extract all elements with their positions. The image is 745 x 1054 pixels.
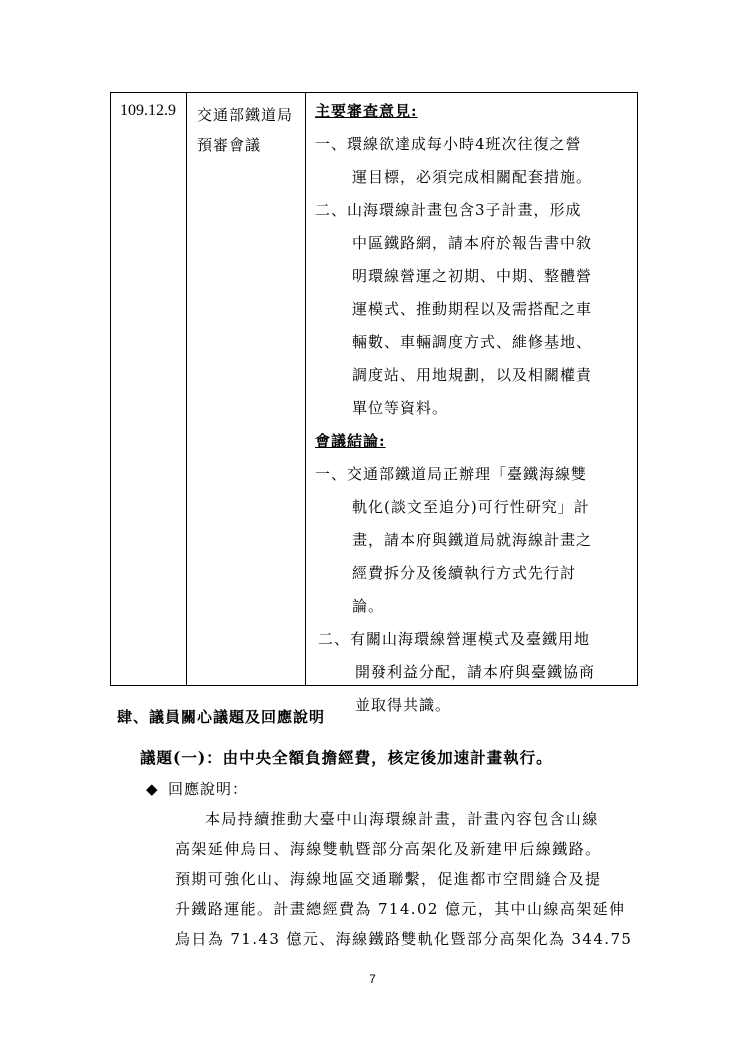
table-divider-1 <box>186 92 187 686</box>
table-border-left <box>110 92 111 686</box>
table-border-bottom <box>110 685 638 686</box>
org-line: 預審會議 <box>197 136 262 154</box>
conclusion-line: 經費拆分及後續執行方式先行討 <box>352 564 577 582</box>
conclusion-line: 並取得共識。 <box>355 696 452 714</box>
conclusion-line: 開發利益分配，請本府與臺鐵協商 <box>355 663 596 681</box>
table-border-right <box>637 92 638 686</box>
review-line: 運目標，必須完成相關配套措施。 <box>352 168 593 186</box>
review-line: 輛數、車輛調度方式、維修基地、 <box>352 333 593 351</box>
conclusion-line: 論。 <box>352 597 385 615</box>
paragraph-line: 高架延伸烏日、海線雙軌暨部分高架化及新建甲后線鐵路。 <box>175 840 602 858</box>
conclusion-heading: 會議結論: <box>315 432 386 450</box>
conclusion-line: 軌化(談文至追分)可行性研究」計 <box>352 498 590 516</box>
review-line: 二、山海環線計畫包含3子計畫，形成 <box>315 201 582 219</box>
conclusion-line: 一、交通部鐵道局正辦理「臺鐵海線雙 <box>315 465 588 483</box>
response-label: 回應說明： <box>168 780 249 798</box>
table-border-top <box>110 92 638 93</box>
meeting-organization <box>197 100 293 160</box>
page-number: 7 <box>369 972 376 986</box>
table-divider-2 <box>305 92 306 686</box>
paragraph-line: 烏日為 71.43 億元、海線鐵路雙軌化暨部分高架化為 344.75 <box>175 930 633 948</box>
conclusion-line: 二、有關山海環線營運模式及臺鐵用地 <box>318 630 591 648</box>
review-line: 明環線營運之初期、中期、整體營 <box>352 267 593 285</box>
meeting-date: 109.12.9 <box>120 102 176 119</box>
review-heading: 主要審查意見: <box>315 102 418 120</box>
conclusion-line: 畫，請本府與鐵道局就海線計畫之 <box>352 531 593 549</box>
paragraph-line: 預期可強化山、海線地區交通聯繫，促進都市空間縫合及提 <box>175 870 602 888</box>
review-line: 運模式、推動期程以及需搭配之車 <box>352 300 593 318</box>
review-line: 單位等資料。 <box>352 399 449 417</box>
diamond-bullet-icon: ◆ <box>146 780 159 798</box>
review-line: 調度站、用地規劃，以及相關權責 <box>352 366 593 384</box>
section-title: 肆、議員關心議題及回應說明 <box>117 708 326 726</box>
paragraph-line: 本局持續推動大臺中山海環線計畫，計畫內容包含山線 <box>205 810 599 828</box>
org-line: 交通部鐵道局 <box>197 106 294 124</box>
review-line: 中區鐵路網，請本府於報告書中敘 <box>352 234 593 252</box>
topic-heading: 議題(一)：由中央全額負擔經費，核定後加速計畫執行。 <box>140 748 553 767</box>
paragraph-line: 升鐵路運能。計畫總經費為 714.02 億元，其中山線高架延伸 <box>175 900 626 918</box>
response-label-row <box>146 778 248 799</box>
review-line: 一、環線欲達成每小時4班次往復之營 <box>315 135 582 153</box>
review-table <box>110 92 638 714</box>
